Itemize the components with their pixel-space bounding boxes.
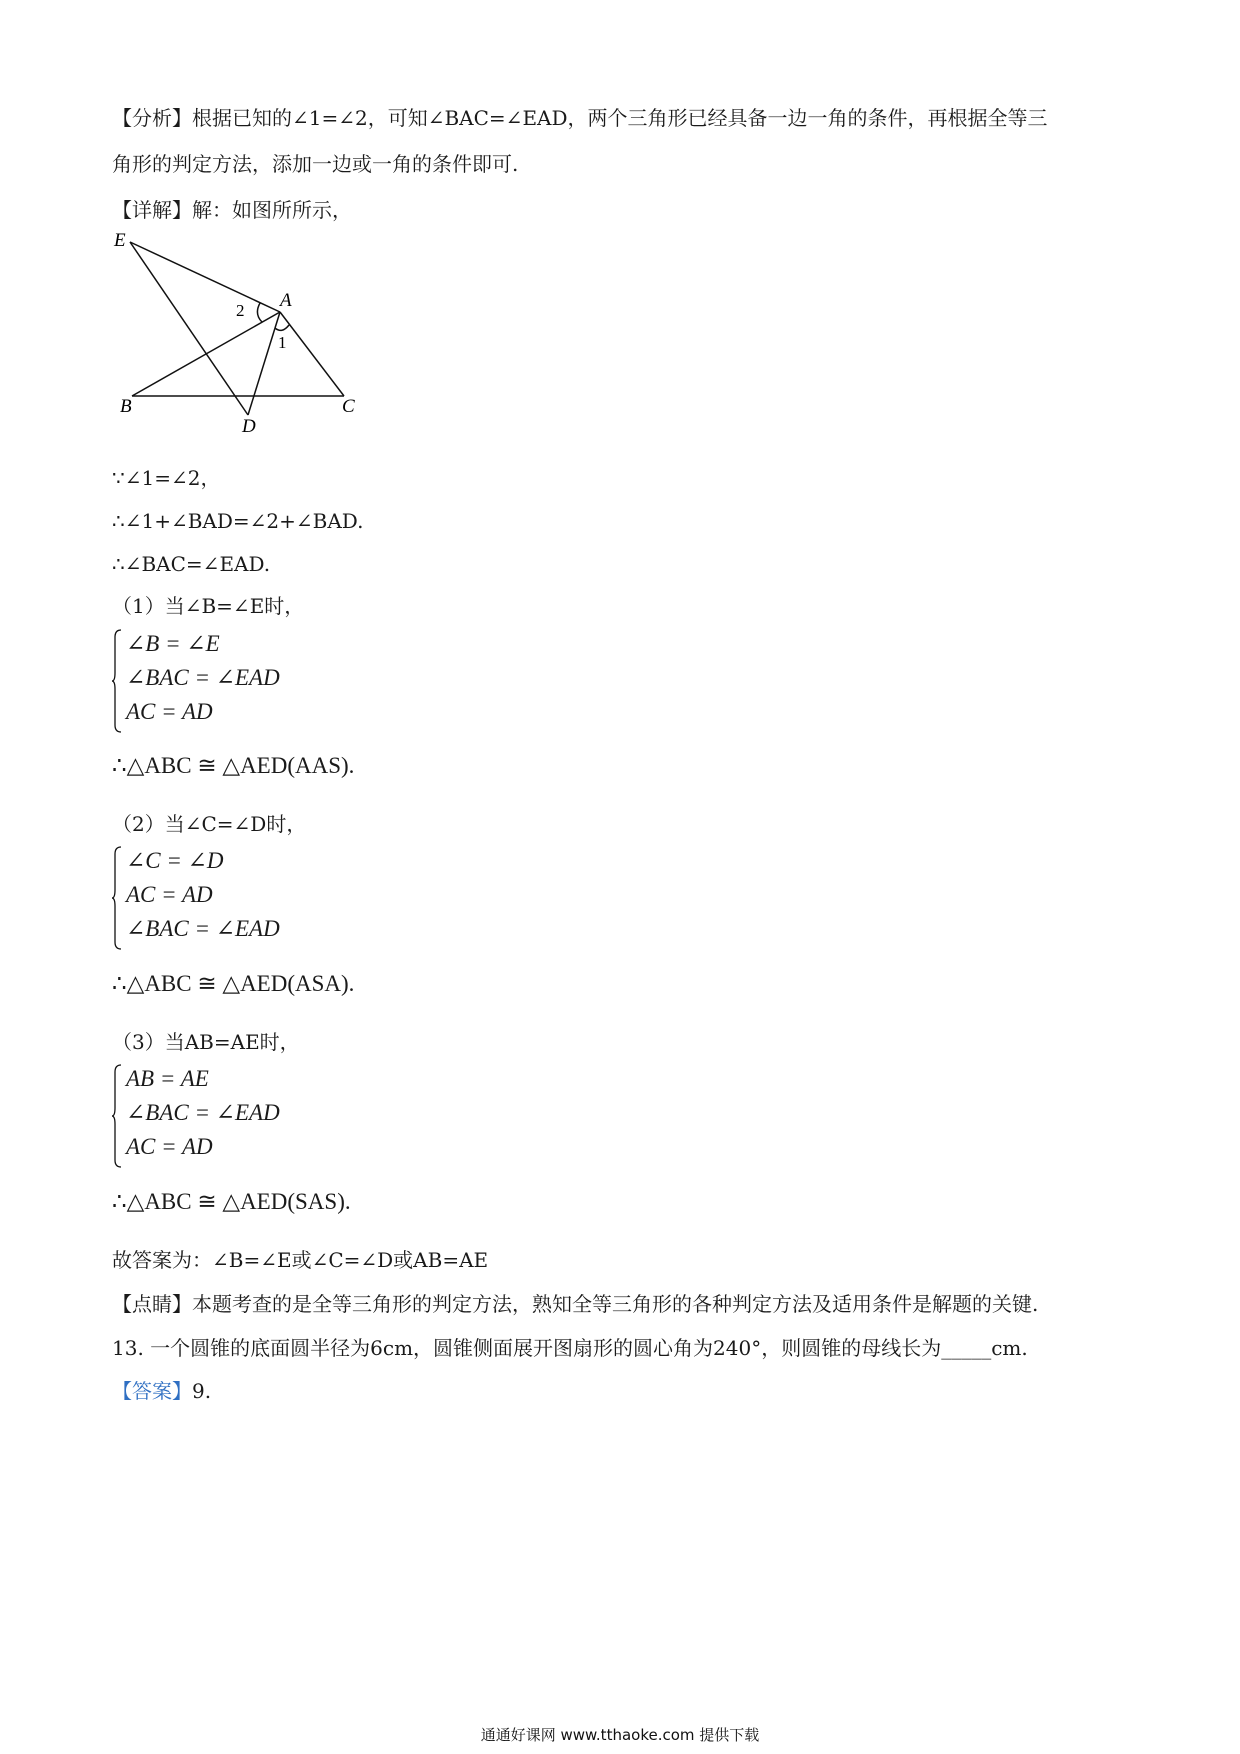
case1-system-line-1: ∠B = ∠E bbox=[126, 631, 220, 656]
step-2: ∴∠1+∠BAD=∠2+∠BAD. bbox=[112, 509, 364, 533]
segment-AC bbox=[280, 312, 344, 396]
answer-13 bbox=[112, 1377, 211, 1405]
analysis-line-1: 【分析】根据已知的∠1=∠2，可知∠BAC=∠EAD，两个三角形已经具备一边一角的条件，再根据全等三 bbox=[112, 106, 1048, 130]
case1-conclusion: ∴△ABC ≅ △AED(AAS). bbox=[112, 753, 355, 778]
question-13: 13. 一个圆锥的底面圆半径为6cm，圆锥侧面展开图扇形的圆心角为240°，则圆锥的母线长为_____cm. bbox=[112, 1336, 1028, 1360]
comment: 【点睛】本题考查的是全等三角形的判定方法，熟知全等三角形的各种判定方法及适用条件是解题的关键. bbox=[112, 1292, 1039, 1316]
step-3: ∴∠BAC=∠EAD. bbox=[112, 552, 271, 576]
label-D: D bbox=[242, 416, 256, 437]
footer-source: 通通好课网 www.tthaoke.com 提供下载 bbox=[480, 1726, 760, 1744]
label-B: B bbox=[120, 396, 132, 417]
label-C: C bbox=[342, 396, 355, 417]
case2-system bbox=[112, 846, 412, 950]
segment-ED bbox=[130, 242, 248, 415]
case3-heading: （3）当AB=AE时， bbox=[112, 1030, 300, 1054]
segment-EA bbox=[130, 242, 280, 312]
case2-conclusion: ∴△ABC ≅ △AED(ASA). bbox=[112, 971, 355, 996]
angle-1-arc bbox=[275, 325, 289, 330]
case1-system-line-2: ∠BAC = ∠EAD bbox=[126, 665, 280, 690]
label-A: A bbox=[280, 290, 292, 311]
answer-value: 9. bbox=[192, 1379, 212, 1403]
final-answer: 故答案为：∠B=∠E或∠C=∠D或AB=AE bbox=[112, 1248, 489, 1272]
step-1: ∵∠1=∠2， bbox=[112, 466, 221, 490]
case1-heading: （1）当∠B=∠E时， bbox=[112, 594, 305, 618]
analysis-line-2: 角形的判定方法，添加一边或一角的条件即可. bbox=[112, 152, 519, 176]
case1-system-line-3: AC = AD bbox=[126, 699, 213, 724]
case3-system-line-2: ∠BAC = ∠EAD bbox=[126, 1100, 280, 1125]
case3-system bbox=[112, 1064, 412, 1168]
case2-system-line-3: ∠BAC = ∠EAD bbox=[126, 916, 280, 941]
label-angle-2: 2 bbox=[236, 301, 245, 320]
label-angle-1: 1 bbox=[278, 333, 287, 352]
detail-intro: 【详解】解：如图所所示， bbox=[112, 198, 352, 222]
case2-system-line-2: AC = AD bbox=[126, 882, 213, 907]
brace-icon bbox=[112, 846, 122, 950]
case3-system-line-1: AB = AE bbox=[126, 1066, 209, 1091]
case2-heading: （2）当∠C=∠D时， bbox=[112, 812, 307, 836]
case2-system-line-1: ∠C = ∠D bbox=[126, 848, 224, 873]
geometry-figure bbox=[112, 230, 382, 440]
label-E: E bbox=[114, 230, 126, 251]
angle-2-arc bbox=[257, 303, 262, 322]
answer-label: 【答案】 bbox=[112, 1379, 192, 1403]
case1-system bbox=[112, 629, 412, 733]
brace-icon bbox=[112, 1064, 122, 1168]
brace-icon bbox=[112, 629, 122, 733]
case3-system-line-3: AC = AD bbox=[126, 1134, 213, 1159]
case3-conclusion: ∴△ABC ≅ △AED(SAS). bbox=[112, 1189, 351, 1214]
